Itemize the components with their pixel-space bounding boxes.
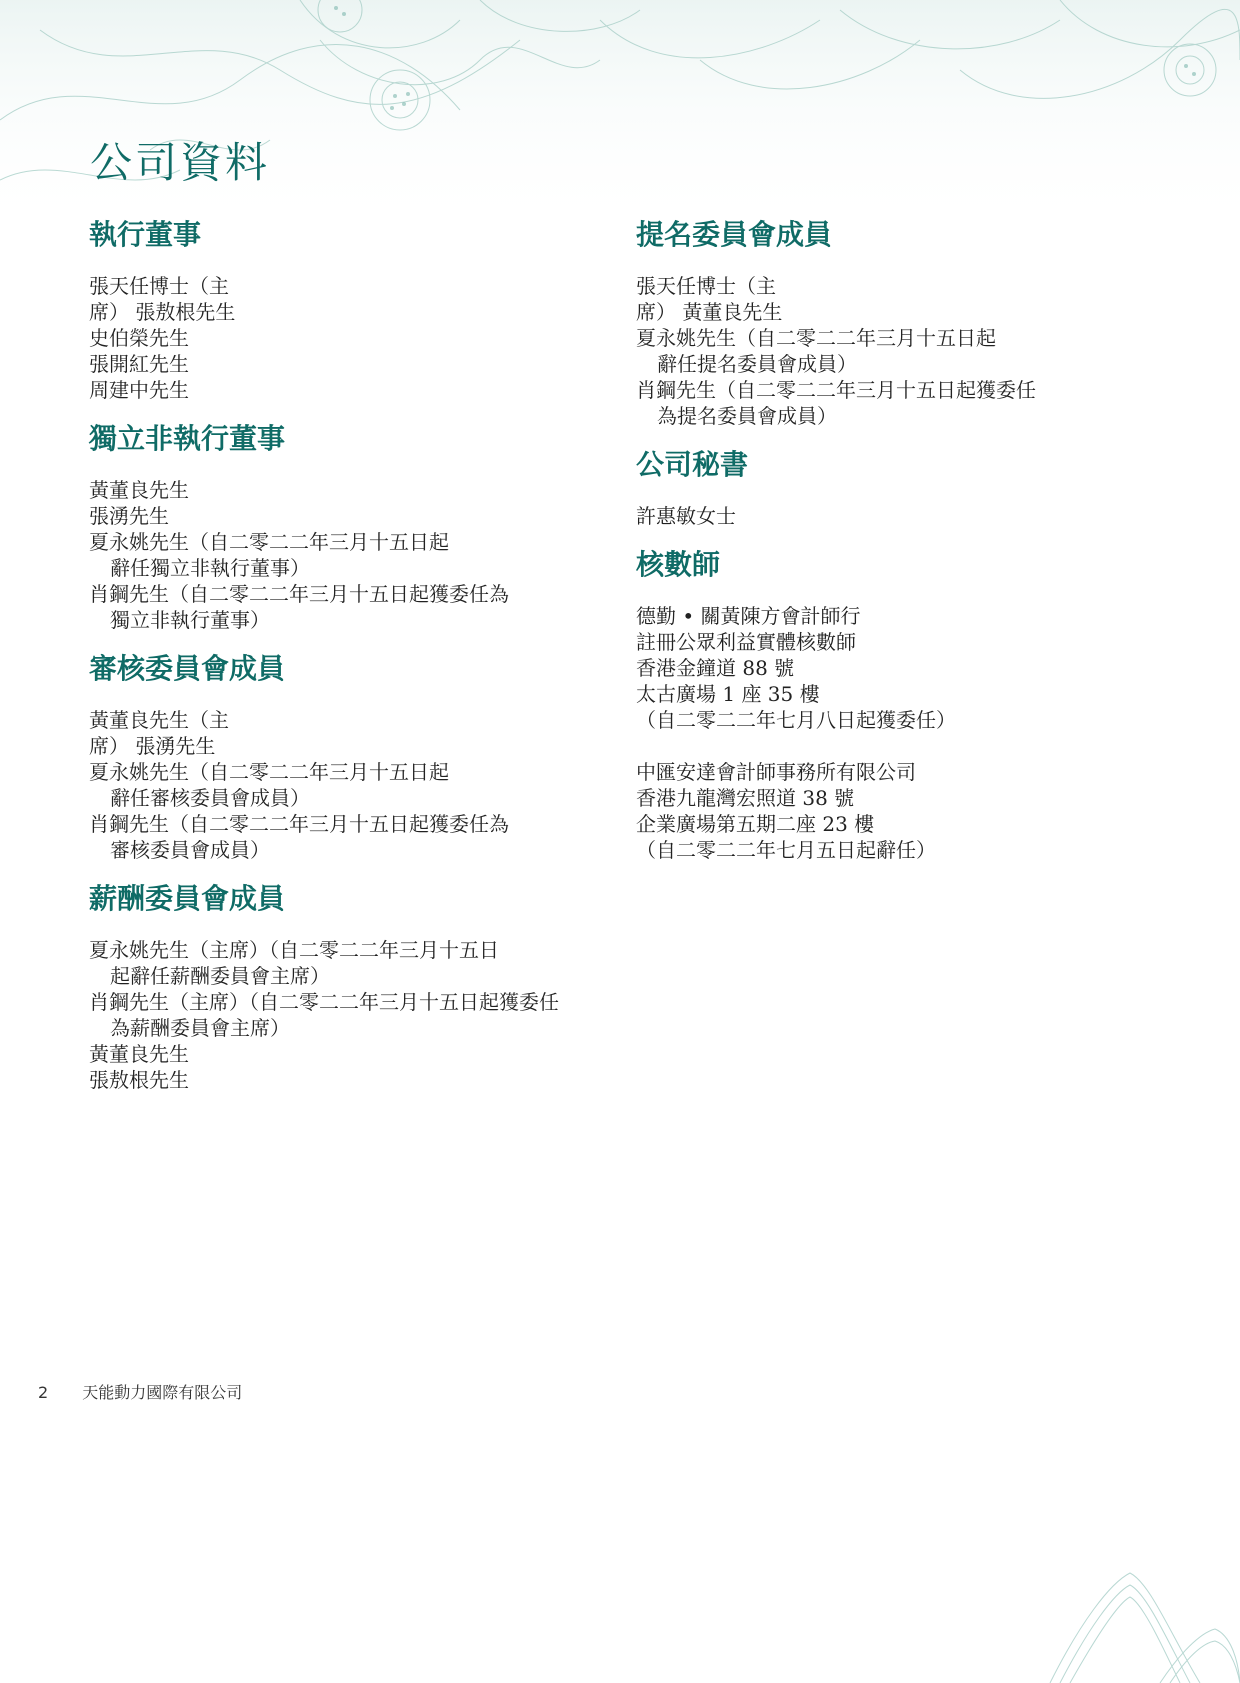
- page-footer: [38, 1380, 242, 1403]
- entry: [89, 759, 609, 811]
- entry: [89, 707, 609, 733]
- entry: [636, 759, 1176, 785]
- entry-line: 周建中先生: [89, 378, 189, 402]
- section: [89, 215, 609, 403]
- section-heading: 執行董事: [89, 218, 202, 251]
- entry: [89, 325, 609, 351]
- page-number: 2: [38, 1383, 49, 1402]
- section-heading: 公司秘書: [636, 448, 749, 481]
- entry-line-continued: 辭任提名委員會成員）: [657, 352, 857, 376]
- footer-company-name: 天能動力國際有限公司: [82, 1383, 243, 1402]
- entry-line: 黃董良先生（主: [89, 708, 229, 732]
- entry: [89, 937, 609, 989]
- entry: [636, 707, 1176, 733]
- entry: [636, 603, 1176, 629]
- entry-line: 張天任博士（主: [636, 274, 776, 298]
- entry: [636, 503, 1176, 529]
- section: [636, 545, 1176, 863]
- entry: [636, 273, 1176, 299]
- floral-background: [0, 0, 1240, 230]
- entry-line: 席） 張湧先生: [89, 734, 216, 758]
- entry-line-continued: 為薪酬委員會主席）: [110, 1016, 290, 1040]
- entry: [636, 655, 1176, 681]
- page-title: 公司資料: [90, 138, 271, 187]
- section: [89, 649, 609, 863]
- entry-line: 肖鋼先生（自二零二二年三月十五日起獲委任: [636, 378, 1036, 402]
- section-heading: 獨立非執行董事: [89, 422, 286, 455]
- entry-line: 夏永姚先生（主席）（自二零二二年三月十五日: [89, 938, 499, 962]
- entry-line-continued: 起辭任薪酬委員會主席）: [110, 964, 330, 988]
- entry: [89, 733, 609, 759]
- left-column: [89, 215, 609, 1109]
- entry-line: 席） 黃董良先生: [636, 300, 783, 324]
- entry-line: 張敖根先生: [89, 1068, 189, 1092]
- entry-line: 席） 張敖根先生: [89, 300, 236, 324]
- entry: [89, 477, 609, 503]
- entry: [636, 377, 1176, 429]
- entry: [89, 581, 609, 633]
- entry-line: 張開紅先生: [89, 352, 189, 376]
- entry: [89, 299, 609, 325]
- entry-line: 太古廣場 1 座 35 樓: [636, 682, 820, 706]
- right-column: [636, 215, 1176, 879]
- entry-line: 註冊公眾利益實體核數師: [636, 630, 856, 654]
- entry-line-continued: 獨立非執行董事）: [110, 608, 270, 632]
- entry-line: 香港九龍灣宏照道 38 號: [636, 786, 855, 810]
- entry: [636, 629, 1176, 655]
- section-heading: 審核委員會成員: [89, 652, 286, 685]
- section-heading: 核數師: [636, 548, 721, 581]
- entry: [89, 351, 609, 377]
- entry-line: 夏永姚先生（自二零二二年三月十五日起: [89, 760, 449, 784]
- entry: [636, 837, 1176, 863]
- entry-line: 德勤 • 關黃陳方會計師行: [636, 604, 861, 628]
- entry-line: 許惠敏女士: [636, 504, 736, 528]
- section-heading: 提名委員會成員: [636, 218, 833, 251]
- entry-line-continued: 辭任獨立非執行董事）: [110, 556, 310, 580]
- entry: [636, 733, 1176, 759]
- entry-line: 肖鋼先生（自二零二二年三月十五日起獲委任為: [89, 582, 509, 606]
- entry-line: 中匯安達會計師事務所有限公司: [636, 760, 916, 784]
- entry: [89, 1067, 609, 1093]
- entry: [636, 681, 1176, 707]
- entry-line: 夏永姚先生（自二零二二年三月十五日起: [89, 530, 449, 554]
- section: [89, 879, 609, 1093]
- entry: [636, 299, 1176, 325]
- entry-line: 張湧先生: [89, 504, 169, 528]
- entry: [636, 811, 1176, 837]
- entry-line: 黃董良先生: [89, 478, 189, 502]
- section: [89, 419, 609, 633]
- entry: [89, 989, 609, 1041]
- entry-line-continued: 審核委員會成員）: [110, 838, 270, 862]
- entry-line-continued: 為提名委員會成員）: [657, 404, 837, 428]
- entry-line: 夏永姚先生（自二零二二年三月十五日起: [636, 326, 996, 350]
- section: [636, 445, 1176, 529]
- entry: [89, 377, 609, 403]
- section: [636, 215, 1176, 429]
- entry: [89, 811, 609, 863]
- entry: [636, 325, 1176, 377]
- entry-line: 張天任博士（主: [89, 274, 229, 298]
- entry-line: （自二零二二年七月五日起辭任）: [636, 838, 936, 862]
- entry: [89, 529, 609, 581]
- entry-line: 香港金鐘道 88 號: [636, 656, 795, 680]
- entry: [89, 273, 609, 299]
- entry-line: 黃董良先生: [89, 1042, 189, 1066]
- entry-line: 企業廣場第五期二座 23 樓: [636, 812, 875, 836]
- section-heading: 薪酬委員會成員: [89, 882, 286, 915]
- entry: [636, 785, 1176, 811]
- hills-decoration: [1040, 1563, 1240, 1683]
- entry: [89, 1041, 609, 1067]
- entry-line: 肖鋼先生（自二零二二年三月十五日起獲委任為: [89, 812, 509, 836]
- entry-line: 肖鋼先生（主席）（自二零二二年三月十五日起獲委任: [89, 990, 559, 1014]
- entry-line: （自二零二二年七月八日起獲委任）: [636, 708, 956, 732]
- entry-line-continued: 辭任審核委員會成員）: [110, 786, 310, 810]
- entry-line: 史伯榮先生: [89, 326, 189, 350]
- entry: [89, 503, 609, 529]
